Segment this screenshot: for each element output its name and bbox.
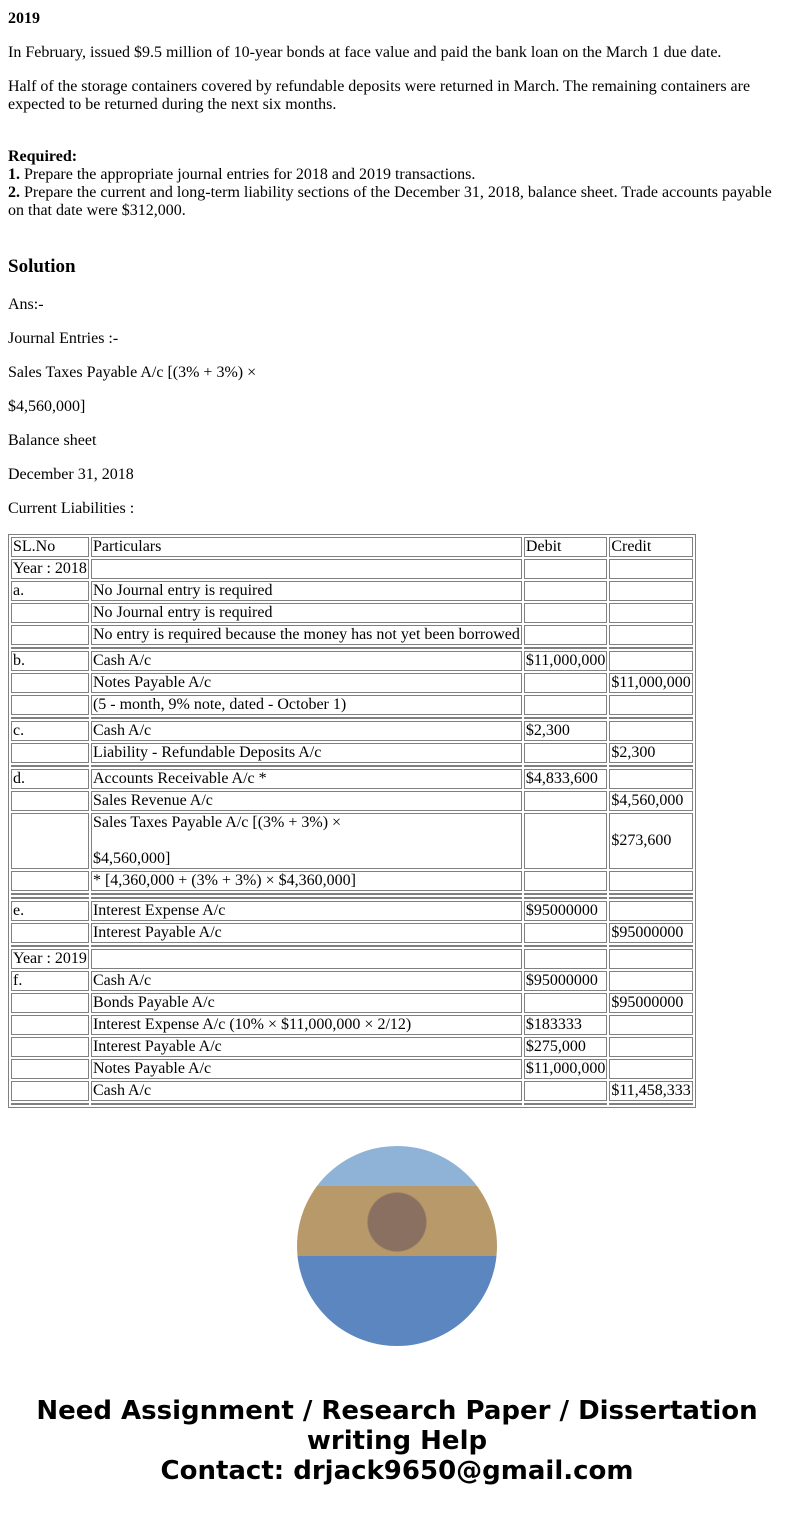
separator-cell bbox=[11, 647, 89, 649]
separator-cell bbox=[11, 765, 89, 767]
table-header-row bbox=[11, 537, 693, 557]
debit-cell: $183333 bbox=[524, 1015, 607, 1035]
sl-no-cell: Year : 2018 bbox=[13, 560, 87, 577]
debit-cell bbox=[524, 813, 607, 869]
sl-no-cell bbox=[11, 1037, 89, 1057]
separator-cell bbox=[11, 945, 89, 947]
separator-row bbox=[11, 897, 693, 899]
particulars-cell: Particulars bbox=[91, 537, 522, 557]
sl-no-cell bbox=[11, 673, 89, 693]
credit-cell: $95000000 bbox=[609, 993, 692, 1013]
debit-cell: $2,300 bbox=[524, 721, 607, 741]
sl-no-cell: d. bbox=[11, 769, 89, 789]
particulars-cell: Cash A/c bbox=[91, 1081, 522, 1101]
credit-cell: $11,458,333 bbox=[611, 1082, 691, 1099]
separator-cell bbox=[11, 893, 89, 895]
particulars-cell bbox=[91, 559, 522, 579]
paragraph: Half of the storage containers covered by refundable deposits were returned in March. The remaining containers are expected to be returned during the next six months. bbox=[8, 78, 751, 113]
separator-row bbox=[11, 717, 693, 719]
debit-cell bbox=[524, 695, 607, 715]
sl-no-cell: Year : 2019 bbox=[13, 950, 87, 967]
table-row bbox=[11, 901, 693, 921]
particulars-cell: No Journal entry is required bbox=[91, 603, 522, 623]
table-row bbox=[11, 923, 693, 943]
credit-cell bbox=[609, 603, 692, 623]
credit-cell bbox=[609, 695, 692, 715]
separator-cell bbox=[524, 717, 607, 719]
separator-cell bbox=[91, 897, 522, 899]
particulars-cell: Liability - Refundable Deposits A/c bbox=[91, 743, 522, 763]
debit-cell bbox=[524, 949, 607, 969]
debit-cell bbox=[524, 871, 607, 891]
separator-cell bbox=[609, 765, 692, 767]
sl-no-cell bbox=[11, 923, 89, 943]
table-row bbox=[11, 813, 693, 869]
table-row bbox=[11, 1037, 693, 1057]
solution-line: Sales Taxes Payable A/c [(3% + 3%) × bbox=[8, 364, 257, 381]
separator-row bbox=[11, 945, 693, 947]
particulars-cell: Interest Expense A/c (10% × $11,000,000 × 2/12) bbox=[91, 1015, 522, 1035]
table-row bbox=[11, 651, 693, 671]
sl-no-cell bbox=[11, 603, 89, 623]
req-number: 2. bbox=[8, 184, 20, 201]
sl-no-cell bbox=[11, 993, 89, 1013]
table-row bbox=[11, 993, 693, 1013]
debit-cell: $95000000 bbox=[524, 901, 607, 921]
separator-row bbox=[11, 893, 693, 895]
separator-cell bbox=[609, 717, 692, 719]
required-section bbox=[8, 148, 786, 220]
req-text: Prepare the current and long-term liability sections of the December 31, 2018, balance sheet. Trade accounts payable on that date were $312,000. bbox=[8, 184, 772, 219]
separator-cell bbox=[609, 893, 692, 895]
separator-cell bbox=[91, 647, 522, 649]
separator-cell bbox=[11, 897, 89, 899]
sl-no-cell: a. bbox=[11, 581, 89, 601]
sl-no-cell bbox=[11, 625, 89, 645]
debit-cell bbox=[524, 923, 607, 943]
debit-cell bbox=[524, 625, 607, 645]
footer-banner bbox=[8, 1396, 786, 1486]
table-row bbox=[11, 743, 693, 763]
credit-cell bbox=[609, 625, 692, 645]
req-text: Prepare the appropriate journal entries for 2018 and 2019 transactions. bbox=[20, 166, 476, 183]
credit-cell bbox=[609, 1059, 692, 1079]
particulars-cell: Cash A/c bbox=[91, 721, 522, 741]
particulars-cell: No Journal entry is required bbox=[91, 581, 522, 601]
separator-cell bbox=[11, 1103, 89, 1105]
debit-cell: $95000000 bbox=[524, 971, 607, 991]
sl-no-cell bbox=[11, 1059, 89, 1079]
separator-cell bbox=[91, 1103, 522, 1105]
footer-contact: Contact: drjack9650@gmail.com bbox=[160, 1456, 634, 1486]
debit-cell bbox=[524, 559, 607, 579]
credit-cell bbox=[609, 901, 692, 921]
credit-cell bbox=[609, 971, 692, 991]
credit-cell: $11,000,000 bbox=[611, 674, 691, 691]
sl-no-cell: SL.No bbox=[11, 537, 89, 557]
particulars-cell: Sales Taxes Payable A/c [(3% + 3%) × $4,560,000] bbox=[91, 813, 522, 869]
particulars-cell: * [4,360,000 + (3% + 3%) × $4,360,000] bbox=[91, 871, 522, 891]
sl-no-cell bbox=[11, 695, 89, 715]
debit-cell: Debit bbox=[524, 537, 607, 557]
separator-cell bbox=[91, 945, 522, 947]
particulars-cell: Interest Expense A/c bbox=[91, 901, 522, 921]
table-row bbox=[11, 1081, 693, 1101]
debit-cell bbox=[524, 743, 607, 763]
particulars-cell: Accounts Receivable A/c * bbox=[91, 769, 522, 789]
debit-cell bbox=[524, 581, 607, 601]
sl-no-cell: c. bbox=[11, 721, 89, 741]
separator-cell bbox=[524, 1103, 607, 1105]
sl-no-cell: f. bbox=[11, 971, 89, 991]
table-row bbox=[11, 949, 693, 969]
solution-line: Balance sheet bbox=[8, 432, 97, 449]
required-label: Required: bbox=[8, 148, 78, 165]
separator-cell bbox=[524, 893, 607, 895]
credit-cell: $4,560,000 bbox=[609, 791, 692, 811]
table-row bbox=[11, 625, 693, 645]
credit-cell: $273,600 bbox=[609, 813, 692, 869]
sl-no-cell bbox=[11, 1081, 89, 1101]
debit-cell bbox=[524, 791, 607, 811]
debit-cell: $11,000,000 bbox=[525, 1060, 606, 1077]
table-row bbox=[11, 1059, 693, 1079]
separator-cell bbox=[91, 765, 522, 767]
table-row bbox=[11, 673, 693, 693]
debit-cell: $275,000 bbox=[524, 1037, 607, 1057]
table-row bbox=[11, 871, 693, 891]
footer-help: Need Assignment / Research Paper / Dissertation writing Help bbox=[36, 1396, 758, 1456]
credit-cell bbox=[609, 581, 692, 601]
sl-no-cell bbox=[11, 743, 89, 763]
credit-cell bbox=[609, 651, 692, 671]
separator-cell bbox=[524, 945, 607, 947]
table-row bbox=[11, 769, 693, 789]
sl-no-cell bbox=[11, 1015, 89, 1035]
table-row bbox=[11, 721, 693, 741]
debit-cell: $4,833,600 bbox=[524, 769, 607, 789]
debit-cell bbox=[524, 603, 607, 623]
particulars-cell: Notes Payable A/c bbox=[91, 673, 522, 693]
particulars-cell bbox=[91, 949, 522, 969]
journal-table bbox=[8, 534, 696, 1108]
separator-cell bbox=[11, 717, 89, 719]
credit-cell: Credit bbox=[609, 537, 692, 557]
solution-line: Ans:- bbox=[8, 296, 44, 313]
table-row bbox=[11, 559, 693, 579]
req-number: 1. bbox=[8, 166, 20, 183]
separator-row bbox=[11, 647, 693, 649]
solution-line: December 31, 2018 bbox=[8, 466, 134, 483]
debit-cell bbox=[524, 993, 607, 1013]
sl-no-cell: e. bbox=[11, 901, 89, 921]
table-row bbox=[11, 581, 693, 601]
particulars-cell: Interest Payable A/c bbox=[91, 923, 522, 943]
separator-row bbox=[11, 765, 693, 767]
separator-row bbox=[11, 1103, 693, 1105]
credit-cell bbox=[609, 559, 692, 579]
solution-lines bbox=[8, 296, 786, 518]
solution-heading: Solution bbox=[8, 256, 76, 277]
table-row bbox=[11, 603, 693, 623]
credit-cell bbox=[609, 1015, 692, 1035]
author-photo bbox=[297, 1146, 497, 1346]
particulars-cell: Interest Payable A/c bbox=[91, 1037, 522, 1057]
table-row bbox=[11, 1015, 693, 1035]
separator-cell bbox=[609, 897, 692, 899]
separator-cell bbox=[524, 897, 607, 899]
particulars-cell: Sales Revenue A/c bbox=[91, 791, 522, 811]
credit-cell bbox=[609, 871, 692, 891]
credit-cell bbox=[609, 769, 692, 789]
particulars-cell: No entry is required because the money has not yet been borrowed bbox=[92, 626, 520, 643]
problem-text bbox=[8, 10, 786, 220]
sl-no-cell bbox=[11, 791, 89, 811]
sl-no-cell bbox=[11, 871, 89, 891]
credit-cell bbox=[609, 721, 692, 741]
year-heading: 2019 bbox=[8, 10, 40, 27]
debit-cell bbox=[524, 673, 607, 693]
separator-cell bbox=[91, 717, 522, 719]
particulars-cell: Cash A/c bbox=[91, 971, 522, 991]
credit-cell: $95000000 bbox=[609, 923, 692, 943]
particulars-cell: (5 - month, 9% note, dated - October 1) bbox=[91, 695, 522, 715]
debit-cell bbox=[524, 1081, 607, 1101]
debit-cell: $11,000,000 bbox=[525, 652, 606, 669]
separator-cell bbox=[524, 765, 607, 767]
particulars-cell: Cash A/c bbox=[91, 651, 522, 671]
particulars-cell: Bonds Payable A/c bbox=[91, 993, 522, 1013]
solution-line: Current Liabilities : bbox=[8, 500, 135, 517]
credit-cell bbox=[609, 949, 692, 969]
separator-cell bbox=[609, 945, 692, 947]
credit-cell: $2,300 bbox=[609, 743, 692, 763]
table-row bbox=[11, 695, 693, 715]
separator-cell bbox=[609, 647, 692, 649]
sl-no-cell: b. bbox=[11, 651, 89, 671]
separator-cell bbox=[609, 1103, 692, 1105]
separator-cell bbox=[524, 647, 607, 649]
credit-cell bbox=[609, 1037, 692, 1057]
paragraph: In February, issued $9.5 million of 10-year bonds at face value and paid the bank loan on the March 1 due date. bbox=[8, 44, 722, 61]
solution-line: Journal Entries :- bbox=[8, 330, 119, 347]
sl-no-cell bbox=[11, 813, 89, 869]
solution-line: $4,560,000] bbox=[8, 398, 86, 415]
particulars-cell: Notes Payable A/c bbox=[91, 1059, 522, 1079]
separator-cell bbox=[91, 893, 522, 895]
table-row bbox=[11, 971, 693, 991]
table-row bbox=[11, 791, 693, 811]
